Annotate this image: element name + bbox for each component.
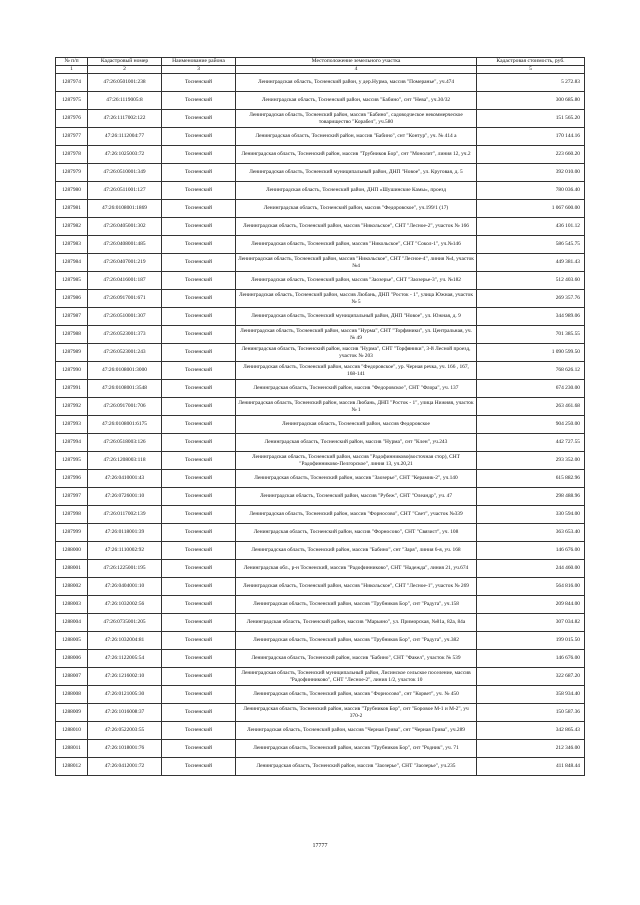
location-cell: Ленинградская область, Тосненский район, массив "Трубников Бор", снт "Радуга", уч.382 (236, 632, 477, 650)
district-name-cell: Тосненский (162, 74, 236, 92)
table-row (56, 650, 585, 668)
table-row (56, 398, 585, 416)
location-cell: Ленинградская область, Тосненский район, массив "Трубников Бор", снт "Монолит", линия 12, уч.2 (236, 146, 477, 164)
location-cell: Ленинградская область, Тосненский район, массив "Никольское", СНТ "Сокол-1", уч.№146 (236, 236, 477, 254)
cadastral-number-cell: 47:26:0117002:139 (88, 506, 162, 524)
row-number-cell: 1287990 (56, 362, 88, 380)
row-number-cell: 1288004 (56, 614, 88, 632)
location-cell: Ленинградская область, Тосненский район, массив Любань, ДНП "Росток - 1", улица Нижняя, участок № 1 (236, 398, 477, 416)
row-number-cell: 1287995 (56, 452, 88, 470)
cadastral-cost-cell: 674 230.00 (477, 380, 585, 398)
cadastral-number-cell: 47:26:0408001:485 (88, 236, 162, 254)
row-number-cell: 1287987 (56, 308, 88, 326)
row-number-cell: 1288005 (56, 632, 88, 650)
cadastral-number-cell: 47:26:0108001:6175 (88, 416, 162, 434)
cadastral-number-cell: 47:26:0523001:243 (88, 344, 162, 362)
cadastral-cost-cell: 1 090 599.50 (477, 344, 585, 362)
row-number-cell: 1287980 (56, 182, 88, 200)
district-name-cell: Тосненский (162, 524, 236, 542)
cadastral-number-cell: 47:26:0108001:1869 (88, 200, 162, 218)
table-row (56, 488, 585, 506)
location-cell: Ленинградская область, Тосненский район, массив "Бабино", садоводческое некоммерческое товарищество "Корабел", уч.580 (236, 110, 477, 128)
cadastral-number-cell: 47:26:0405001:302 (88, 218, 162, 236)
table-row (56, 686, 585, 704)
table-row (56, 560, 585, 578)
district-name-cell: Тосненский (162, 740, 236, 758)
table-row (56, 740, 585, 758)
cadastral-cost-cell: 904 250.00 (477, 416, 585, 434)
row-number-cell: 1288000 (56, 542, 88, 560)
location-cell: Ленинградская область, Тосненский район, у дер.Нурма, массив "Померанье", уч.474 (236, 74, 477, 92)
location-cell: Ленинградская область, Тосненский район, массив "Трубников Бор", снт "Радуга", уч.158 (236, 596, 477, 614)
cadastral-number-cell: 47:26:0523001:373 (88, 326, 162, 344)
cadastral-number-cell: 47:26:0511001:127 (88, 182, 162, 200)
district-name-cell: Тосненский (162, 164, 236, 182)
cadastral-number-cell: 47:26:1016008:37 (88, 704, 162, 722)
cadastral-number-cell: 47:26:0735001:205 (88, 614, 162, 632)
cadastral-number-cell: 47:26:0108001:3000 (88, 362, 162, 380)
cadastral-cost-cell: 146 676.00 (477, 650, 585, 668)
cadastral-number-cell: 47:26:0416001:187 (88, 272, 162, 290)
row-number-cell: 1287977 (56, 128, 88, 146)
district-name-cell: Тосненский (162, 632, 236, 650)
row-number-cell: 1288010 (56, 722, 88, 740)
cadastral-number-cell: 47:26:0407001:219 (88, 254, 162, 272)
table-body (56, 74, 585, 776)
row-number-cell: 1287976 (56, 110, 88, 128)
cadastral-number-cell: 47:26:1208003:118 (88, 452, 162, 470)
table-row (56, 236, 585, 254)
table-row (56, 596, 585, 614)
table-row (56, 524, 585, 542)
table-row (56, 200, 585, 218)
cadastral-cost-cell: 344 989.06 (477, 308, 585, 326)
row-number-cell: 1287974 (56, 74, 88, 92)
cadastral-number-cell: 47:26:1117002:122 (88, 110, 162, 128)
district-name-cell: Тосненский (162, 434, 236, 452)
district-name-cell: Тосненский (162, 488, 236, 506)
cadastral-cost-cell: 209 844.00 (477, 596, 585, 614)
row-number-cell: 1287985 (56, 272, 88, 290)
row-number-cell: 1287975 (56, 92, 88, 110)
cadastral-cost-cell: 564 816.00 (477, 578, 585, 596)
location-cell: Ленинградская область, Тосненский район, массив "Никольское", СНТ "Лесное-1", участок № 269 (236, 578, 477, 596)
header-cadastral-cost: Кадастровая стоимость, руб. (477, 58, 585, 66)
location-cell: Ленинградская область, Тосненский район, массив Федоровское (236, 416, 477, 434)
row-number-cell: 1287979 (56, 164, 88, 182)
district-name-cell: Тосненский (162, 380, 236, 398)
header-row-number: № п/п (56, 58, 88, 66)
cadastral-number-cell: 47:26:1119005:8 (88, 92, 162, 110)
cadastral-number-cell: 47:26:1216002:10 (88, 668, 162, 686)
location-cell: Ленинградская область, Тосненский район, массив "Бабино", снт "Заря", линия 6-я, уч. 168 (236, 542, 477, 560)
cadastral-cost-cell: 780 036.40 (477, 182, 585, 200)
table-row (56, 506, 585, 524)
table-row (56, 92, 585, 110)
table-row (56, 308, 585, 326)
location-cell: Ленинградская область, Тосненский район, массив "Бабино", снт "Нева", уч.30/32 (236, 92, 477, 110)
cadastral-cost-cell: 244 460.00 (477, 560, 585, 578)
row-number-cell: 1288003 (56, 596, 88, 614)
row-number-cell: 1288012 (56, 758, 88, 776)
cadastral-number-cell: 47:26:0118001:39 (88, 524, 162, 542)
district-name-cell: Тосненский (162, 236, 236, 254)
table-row (56, 758, 585, 776)
table-row (56, 632, 585, 650)
cadastral-number-cell: 47:26:0108001:3548 (88, 380, 162, 398)
table-row (56, 272, 585, 290)
table-row (56, 380, 585, 398)
row-number-cell: 1287989 (56, 344, 88, 362)
cadastral-cost-cell: 442 727.55 (477, 434, 585, 452)
district-name-cell: Тосненский (162, 128, 236, 146)
district-name-cell: Тосненский (162, 362, 236, 380)
cadastral-number-cell: 47:26:1032004:81 (88, 632, 162, 650)
location-cell: Ленинградская область, Тосненский район, массив Любань, ДНП "Росток - 1", улица Южная, участок № 5 (236, 290, 477, 308)
cadastral-number-cell: 47:26:0510001:307 (88, 308, 162, 326)
header-district-name: Наименование района (162, 58, 236, 66)
row-number-cell: 1287986 (56, 290, 88, 308)
district-name-cell: Тосненский (162, 560, 236, 578)
row-number-cell: 1287978 (56, 146, 88, 164)
cadastral-number-cell: 47:26:0917001:671 (88, 290, 162, 308)
table-row (56, 722, 585, 740)
row-number-cell: 1287992 (56, 398, 88, 416)
table-row (56, 416, 585, 434)
district-name-cell: Тосненский (162, 326, 236, 344)
location-cell: Ленинградская область, Тосненский район, массив "Заозерье", СНТ "Заозерье-3", уч. №182 (236, 272, 477, 290)
cadastral-number-cell: 47:26:0522003:55 (88, 722, 162, 740)
table-row (56, 254, 585, 272)
cadastral-cost-cell: 212 346.00 (477, 740, 585, 758)
district-name-cell: Тосненский (162, 686, 236, 704)
cadastral-number-cell: 47:26:1112004:77 (88, 128, 162, 146)
district-name-cell: Тосненский (162, 722, 236, 740)
district-name-cell: Тосненский (162, 506, 236, 524)
district-name-cell: Тосненский (162, 398, 236, 416)
cadastral-number-cell: 47:26:0917001:706 (88, 398, 162, 416)
district-name-cell: Тосненский (162, 308, 236, 326)
cadastral-cost-cell: 146 676.00 (477, 542, 585, 560)
location-cell: Ленинградская область, Тосненский муниципальный район, ДНП "Новое", ул. Южная, д. 9 (236, 308, 477, 326)
location-cell: Ленинградская область, Тосненский район, массив "Радофинниково(восточная стор), СНТ "Радофинниково-Пелгорское", линия 13, уч.20,21 (236, 452, 477, 470)
cadastral-cost-cell: 358 934.40 (477, 686, 585, 704)
cadastral-number-cell: 47:26:0410001:43 (88, 470, 162, 488)
district-name-cell: Тосненский (162, 272, 236, 290)
cadastral-number-cell: 47:26:0726001:10 (88, 488, 162, 506)
row-number-cell: 1287997 (56, 488, 88, 506)
location-cell: Ленинградская область, Тосненский район, массив "Форносово", снт "Корвет", уч. № 450 (236, 686, 477, 704)
table-row (56, 290, 585, 308)
cadastral-number-cell: 47:26:1122005:54 (88, 650, 162, 668)
cadastral-cost-cell: 307 034.82 (477, 614, 585, 632)
location-cell: Ленинградская область, Тосненский район, массив "Марьино", ул. Приморская, №81а, 82а, 84а (236, 614, 477, 632)
location-cell: Ленинградская область, Тосненский район, массив "Нурма", снт "Клен", уч.243 (236, 434, 477, 452)
row-number-cell: 1288002 (56, 578, 88, 596)
location-cell: Ленинградская область, Тосненский район, массив "Федоровское", уч.199/1 (17) (236, 200, 477, 218)
cadastral-cost-cell: 330 594.00 (477, 506, 585, 524)
district-name-cell: Тосненский (162, 758, 236, 776)
district-name-cell: Тосненский (162, 182, 236, 200)
location-cell: Ленинградская область, Тосненский район, массив "Заозерье", СНТ "Керамик-2", уч.140 (236, 470, 477, 488)
location-cell: Ленинградская область, Тосненский район, массив "Черная Грива", снт "Черная Грива", уч.289 (236, 722, 477, 740)
cadastral-cost-cell: 1 067 600.00 (477, 200, 585, 218)
cadastral-cost-cell: 768 626.12 (477, 362, 585, 380)
location-cell: Ленинградская область, Тосненский район, массив "Трубников Бор", снт "Боровое М-1 и М-2", уч 370-2 (236, 704, 477, 722)
cadastral-cost-cell: 151 565.20 (477, 110, 585, 128)
location-cell: Ленинградская область, Тосненский муниципальный район, Лисинское сельское поселение, массив "Радофинниково", СНТ "Лесное-2", линия 1/2, участок 10 (236, 668, 477, 686)
table-header-row (56, 58, 585, 66)
location-cell: Ленинградская область, Тосненский район, массив "Нурма", СНТ "Торфяники", ул. Центральная, уч. № 49 (236, 326, 477, 344)
row-number-cell: 1288006 (56, 650, 88, 668)
cadastral-cost-cell: 199 015.50 (477, 632, 585, 650)
table-row (56, 704, 585, 722)
district-name-cell: Тосненский (162, 344, 236, 362)
cadastral-cost-cell: 150 587.36 (477, 704, 585, 722)
cadastral-table-sheet (55, 57, 584, 776)
cadastral-cost-cell: 436 101.12 (477, 218, 585, 236)
table-row (56, 182, 585, 200)
cadastral-cost-cell: 322 687.20 (477, 668, 585, 686)
district-name-cell: Тосненский (162, 200, 236, 218)
table-row (56, 434, 585, 452)
district-name-cell: Тосненский (162, 704, 236, 722)
district-name-cell: Тосненский (162, 542, 236, 560)
row-number-cell: 1287984 (56, 254, 88, 272)
page-number: 17777 (312, 843, 328, 849)
cadastral-cost-cell: 586 545.75 (477, 236, 585, 254)
cadastral-cost-cell: 392 010.00 (477, 164, 585, 182)
district-name-cell: Тосненский (162, 668, 236, 686)
table-row (56, 74, 585, 92)
row-number-cell: 1287981 (56, 200, 88, 218)
district-name-cell: Тосненский (162, 254, 236, 272)
district-name-cell: Тосненский (162, 578, 236, 596)
location-cell: Ленинградская область, Тосненский район, массив "Федоровское", ур. Черная речка, уч. 166 , 167, 168-141 (236, 362, 477, 380)
cadastral-cost-cell: 363 653.40 (477, 524, 585, 542)
location-cell: Ленинградская область, Тосненский район, массив "Заозерье", СНТ "Заозерье", уч.235 (236, 758, 477, 776)
location-cell: Ленинградская область, Тосненский район, массив "Трубников Бор", снт "Родник", уч. 71 (236, 740, 477, 758)
row-number-cell: 1287983 (56, 236, 88, 254)
header-cadastral-number: Кадастровый номер (88, 58, 162, 66)
row-number-cell: 1287982 (56, 218, 88, 236)
table-row (56, 614, 585, 632)
district-name-cell: Тосненский (162, 290, 236, 308)
row-number-cell: 1288007 (56, 668, 88, 686)
row-number-cell: 1287999 (56, 524, 88, 542)
cadastral-cost-cell: 263 461.68 (477, 398, 585, 416)
table-row (56, 542, 585, 560)
column-number: 1 (56, 66, 88, 74)
column-number: 3 (162, 66, 236, 74)
row-number-cell: 1288001 (56, 560, 88, 578)
row-number-cell: 1287993 (56, 416, 88, 434)
location-cell: Ленинградская область, Тосненский район, ДНП «Шушинские Камы», проезд (236, 182, 477, 200)
column-number: 5 (477, 66, 585, 74)
table-row (56, 146, 585, 164)
location-cell: Ленинградская область, Тосненский район, массив "Бабино", снт "Контур", уч. № 414 а (236, 128, 477, 146)
row-number-cell: 1287991 (56, 380, 88, 398)
cadastral-cost-cell: 223 660.20 (477, 146, 585, 164)
location-cell: Ленинградская область, Тосненский район, массив "Форносово", СНТ "Свет", участок №339 (236, 506, 477, 524)
row-number-cell: 1287994 (56, 434, 88, 452)
district-name-cell: Тосненский (162, 92, 236, 110)
row-number-cell: 1287998 (56, 506, 88, 524)
cadastral-cost-cell: 293 352.00 (477, 452, 585, 470)
location-cell: Ленинградская область, Тосненский район, массив "Форносово", СНТ "Связист", уч. 108 (236, 524, 477, 542)
cadastral-number-cell: 47:26:1032002:56 (88, 596, 162, 614)
district-name-cell: Тосненский (162, 596, 236, 614)
cadastral-cost-cell: 5 272.83 (477, 74, 585, 92)
table-row (56, 578, 585, 596)
cadastral-number-cell: 47:26:0518003:126 (88, 434, 162, 452)
district-name-cell: Тосненский (162, 650, 236, 668)
cadastral-number-cell: 47:26:1110002:92 (88, 542, 162, 560)
cadastral-number-cell: 47:26:1025003:72 (88, 146, 162, 164)
cadastral-cost-cell: 300 685.80 (477, 92, 585, 110)
location-cell: Ленинградская обл., р-н Тосненский, массив "Радофинниково", СНТ "Надежда", линия 21, уч.674 (236, 560, 477, 578)
cadastral-number-cell: 47:26:0510001:349 (88, 164, 162, 182)
cadastral-cost-cell: 269 357.76 (477, 290, 585, 308)
table-row (56, 344, 585, 362)
cadastral-value-table (55, 57, 585, 776)
location-cell: Ленинградская область, Тосненский район, массив "Бабино", СНТ "Факел", участок № 539 (236, 650, 477, 668)
column-number: 2 (88, 66, 162, 74)
row-number-cell: 1288008 (56, 686, 88, 704)
district-name-cell: Тосненский (162, 452, 236, 470)
cadastral-cost-cell: 701 385.55 (477, 326, 585, 344)
cadastral-cost-cell: 298 488.96 (477, 488, 585, 506)
district-name-cell: Тосненский (162, 416, 236, 434)
table-row (56, 326, 585, 344)
row-number-cell: 1288009 (56, 704, 88, 722)
column-number: 4 (236, 66, 477, 74)
row-number-cell: 1287988 (56, 326, 88, 344)
location-cell: Ленинградская область, Тосненский район, массив "Никольское", СНТ "Лесное-4", линия №4, участок №4 (236, 254, 477, 272)
cadastral-cost-cell: 342 865.43 (477, 722, 585, 740)
table-row (56, 164, 585, 182)
cadastral-number-cell: 47:26:0412001:72 (88, 758, 162, 776)
district-name-cell: Тосненский (162, 614, 236, 632)
cadastral-number-cell: 47:26:1018001:76 (88, 740, 162, 758)
cadastral-cost-cell: 615 882.96 (477, 470, 585, 488)
cadastral-number-cell: 47:26:1225001:195 (88, 560, 162, 578)
district-name-cell: Тосненский (162, 470, 236, 488)
location-cell: Ленинградская область, Тосненский район, массив "Нурма", СНТ "Торфяники", 3-й Лесной проезд, участок № 203 (236, 344, 477, 362)
header-location: Местоположение земельного участка (236, 58, 477, 66)
cadastral-number-cell: 47:26:0501001:238 (88, 74, 162, 92)
district-name-cell: Тосненский (162, 218, 236, 236)
table-column-numbers-row (56, 66, 585, 74)
table-row (56, 128, 585, 146)
table-row (56, 362, 585, 380)
cadastral-number-cell: 47:26:0121005:30 (88, 686, 162, 704)
table-row (56, 668, 585, 686)
row-number-cell: 1288011 (56, 740, 88, 758)
table-row (56, 218, 585, 236)
location-cell: Ленинградская область, Тосненский район, массив "Никольское", СНТ "Лесное-2", участок № 166 (236, 218, 477, 236)
table-row (56, 110, 585, 128)
location-cell: Ленинградская область, Тосненский район, массив "Федоровское", СНТ "Флора", уч. 137 (236, 380, 477, 398)
cadastral-cost-cell: 512 403.60 (477, 272, 585, 290)
cadastral-cost-cell: 449 381.43 (477, 254, 585, 272)
district-name-cell: Тосненский (162, 146, 236, 164)
location-cell: Ленинградская область, Тосненский муниципальный район, ДНП "Новое", ул. Круговая, д. 5 (236, 164, 477, 182)
location-cell: Ленинградская область, Тосненский район, массив "Рубеж", СНТ "Олеандр", уч. 47 (236, 488, 477, 506)
table-row (56, 452, 585, 470)
row-number-cell: 1287996 (56, 470, 88, 488)
district-name-cell: Тосненский (162, 110, 236, 128)
cadastral-number-cell: 47:26:0404001:10 (88, 578, 162, 596)
table-row (56, 470, 585, 488)
cadastral-cost-cell: 170 144.16 (477, 128, 585, 146)
cadastral-cost-cell: 411 848.44 (477, 758, 585, 776)
